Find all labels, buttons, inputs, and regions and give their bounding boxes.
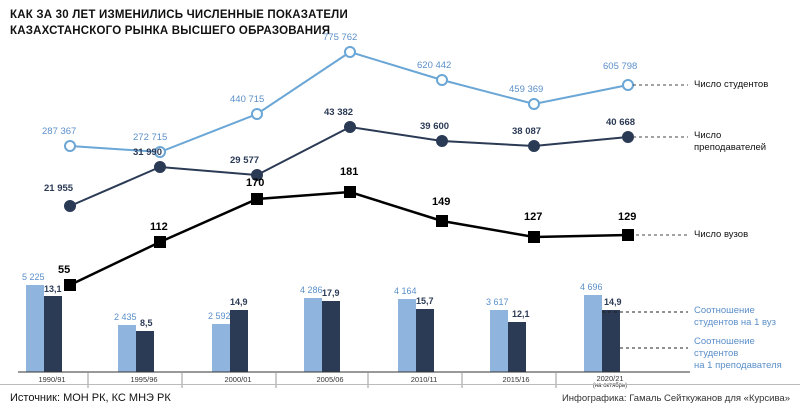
x-label-6-note: (на октябрь) [592,383,628,389]
label-universities-2: 170 [246,177,265,189]
label-universities-5: 127 [524,211,543,223]
label-universities-1: 112 [150,221,168,233]
x-label-6-text: 2020/21 [596,374,624,383]
legend-ratio-per-university [694,305,776,329]
legend-teachers [694,130,766,154]
title-line-1: КАК ЗА 30 ЛЕТ ИЗМЕНИЛИСЬ ЧИСЛЕННЫЕ ПОКАЗАТЕЛИ [10,9,348,21]
label-teachers-4: 39 600 [420,121,450,132]
label-universities-4: 149 [432,196,451,208]
label-students-2: 440 715 [230,94,265,105]
legend-ratio-uni-line-1: Соотношение [694,305,755,316]
label-students-3: 775 762 [323,32,358,43]
legend-ratio-per-teacher [694,336,782,372]
label-ratio-uni-1: 2 435 [114,312,137,322]
label-ratio-uni-3: 4 286 [300,285,323,295]
label-students-4: 620 442 [417,60,452,71]
label-teachers-5: 38 087 [512,126,542,137]
legend-teachers-line-1: Число [694,130,722,141]
label-ratio-uni-5: 3 617 [486,297,509,307]
label-teachers-6: 40 668 [606,117,636,128]
label-universities-0: 55 [58,264,71,276]
label-ratio-teacher-6: 14,9 [604,297,622,307]
label-students-5: 459 369 [509,84,544,95]
x-label-1: 1995/96 [130,375,158,384]
label-ratio-teacher-2: 14,9 [230,297,248,307]
legend-students: Число студентов [694,79,769,90]
label-students-1: 272 715 [133,132,168,143]
label-ratio-teacher-3: 17,9 [322,288,340,298]
label-students-0: 287 367 [42,126,77,137]
label-ratio-uni-6: 4 696 [580,282,603,292]
x-label-3: 2005/06 [316,375,344,384]
label-ratio-teacher-0: 13,1 [44,284,62,294]
label-teachers-0: 21 955 [44,183,74,194]
x-label-2: 2000/01 [224,375,252,384]
label-universities-3: 181 [340,166,359,178]
footer [0,384,800,413]
label-ratio-teacher-5: 12,1 [512,309,530,319]
label-ratio-uni-0: 5 225 [22,272,45,282]
source-note: Источник: МОН РК, КС МНЭ РК [10,392,171,404]
label-teachers-1: 31 990 [133,147,163,158]
legend-ratio-teacher-line-2: студентов [694,347,739,359]
series-line-universities [70,192,628,285]
x-label-0: 1990/91 [38,375,66,384]
label-ratio-uni-2: 2 592 [208,311,231,321]
legend-ratio-teacher-line-1: Соотношение [694,336,755,347]
legend-universities: Число вузов [694,229,749,240]
credit-note: Инфографика: Гамаль Сейткужанов для «Курсива» [561,393,790,404]
label-teachers-2: 29 577 [230,155,260,166]
label-students-6: 605 798 [603,61,638,72]
legend-ratio-uni-line-2: студентов на 1 вуз [694,316,776,328]
label-ratio-teacher-1: 8,5 [140,318,153,328]
x-label-4: 2010/11 [410,375,438,384]
legend-ratio-teacher-line-3: на 1 преподавателя [694,359,782,371]
label-ratio-teacher-4: 15,7 [416,296,434,306]
label-universities-6: 129 [618,211,637,223]
label-ratio-uni-4: 4 164 [394,286,417,296]
series-markers-universities [64,186,637,291]
title-line-2: КАЗАХСТАНСКОГО РЫНКА ВЫСШЕГО ОБРАЗОВАНИЯ [10,24,331,37]
label-teachers-3: 43 382 [324,107,354,118]
x-label-5: 2015/16 [502,375,530,384]
legend-teachers-line-2: преподавателей [694,141,767,153]
